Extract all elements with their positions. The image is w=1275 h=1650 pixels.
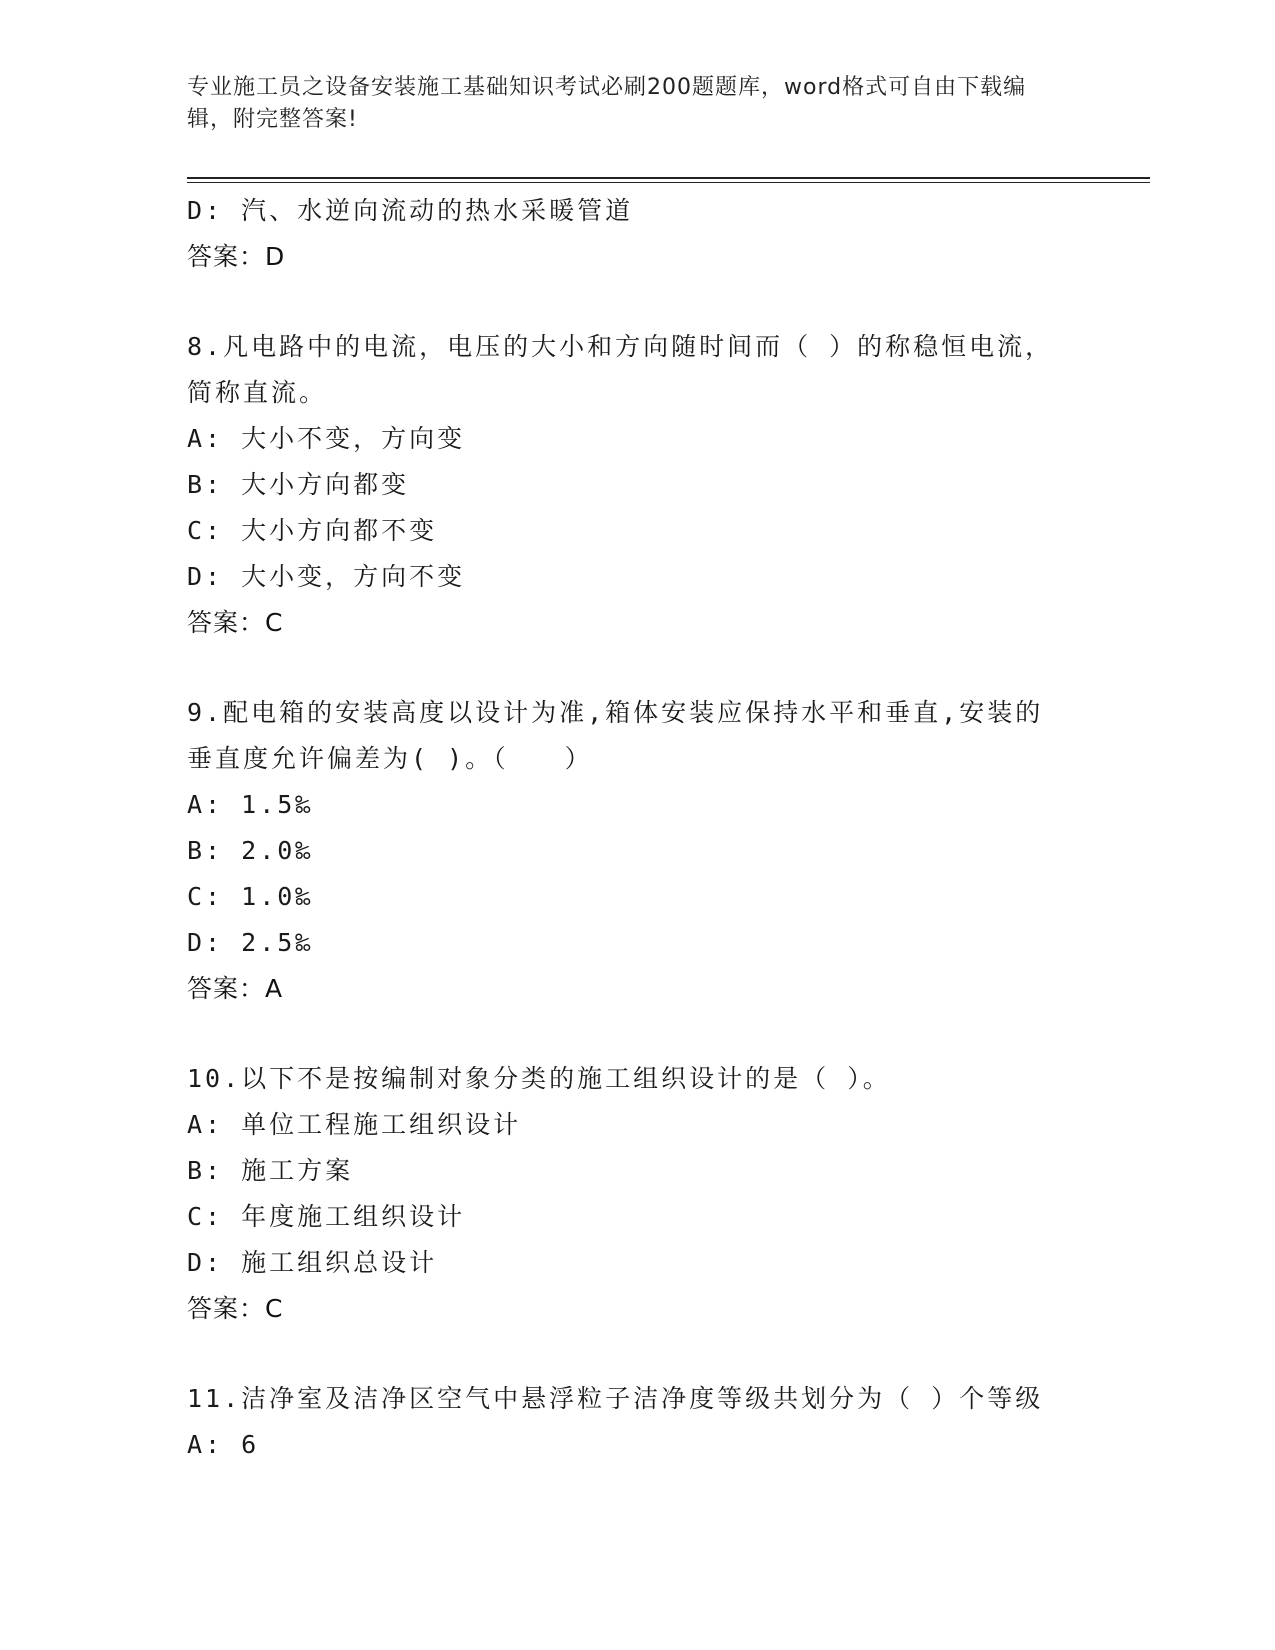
answer-line: 答案：D	[187, 242, 286, 271]
option-b: B: 大小方向都变	[187, 470, 410, 499]
option-d: D: 汽、水逆向流动的热水采暖管道	[187, 196, 634, 225]
question-content	[187, 188, 1087, 1468]
header-divider-thin	[187, 182, 1150, 183]
question-stem: 9.配电箱的安装高度以设计为准,箱体安装应保持水平和垂直,安装的垂直度允许偏差为( )。（ ）	[187, 698, 1044, 773]
option-a: A: 单位工程施工组织设计	[187, 1110, 522, 1139]
question-8	[187, 324, 1087, 646]
option-b: B: 施工方案	[187, 1156, 354, 1185]
carry-over-question	[187, 188, 1087, 280]
option-a: A: 6	[187, 1430, 260, 1459]
header-divider-thick	[187, 177, 1150, 179]
option-b: B: 2.0‰	[187, 836, 314, 865]
option-c: C: 年度施工组织设计	[187, 1202, 466, 1231]
option-c: C: 1.0‰	[187, 882, 314, 911]
question-11	[187, 1376, 1087, 1468]
question-10	[187, 1056, 1087, 1332]
option-d: D: 大小变，方向不变	[187, 562, 466, 591]
document-header: 专业施工员之设备安装施工基础知识考试必刷200题题库，word格式可自由下载编辑，附完整答案!	[187, 75, 1027, 132]
answer-line: 答案：C	[187, 608, 284, 637]
option-a: A: 1.5‰	[187, 790, 314, 819]
option-d: D: 施工组织总设计	[187, 1248, 438, 1277]
question-stem: 10.以下不是按编制对象分类的施工组织设计的是（ ）。	[187, 1064, 891, 1093]
option-d: D: 2.5‰	[187, 928, 314, 957]
question-stem: 8.凡电路中的电流，电压的大小和方向随时间而（ ）的称稳恒电流，简称直流。	[187, 332, 1054, 407]
question-9	[187, 690, 1087, 1012]
answer-line: 答案：A	[187, 974, 284, 1003]
question-stem: 11.洁净室及洁净区空气中悬浮粒子洁净度等级共划分为（ ）个等级	[187, 1384, 1044, 1413]
option-c: C: 大小方向都不变	[187, 516, 438, 545]
answer-line: 答案：C	[187, 1294, 284, 1323]
option-a: A: 大小不变，方向变	[187, 424, 466, 453]
